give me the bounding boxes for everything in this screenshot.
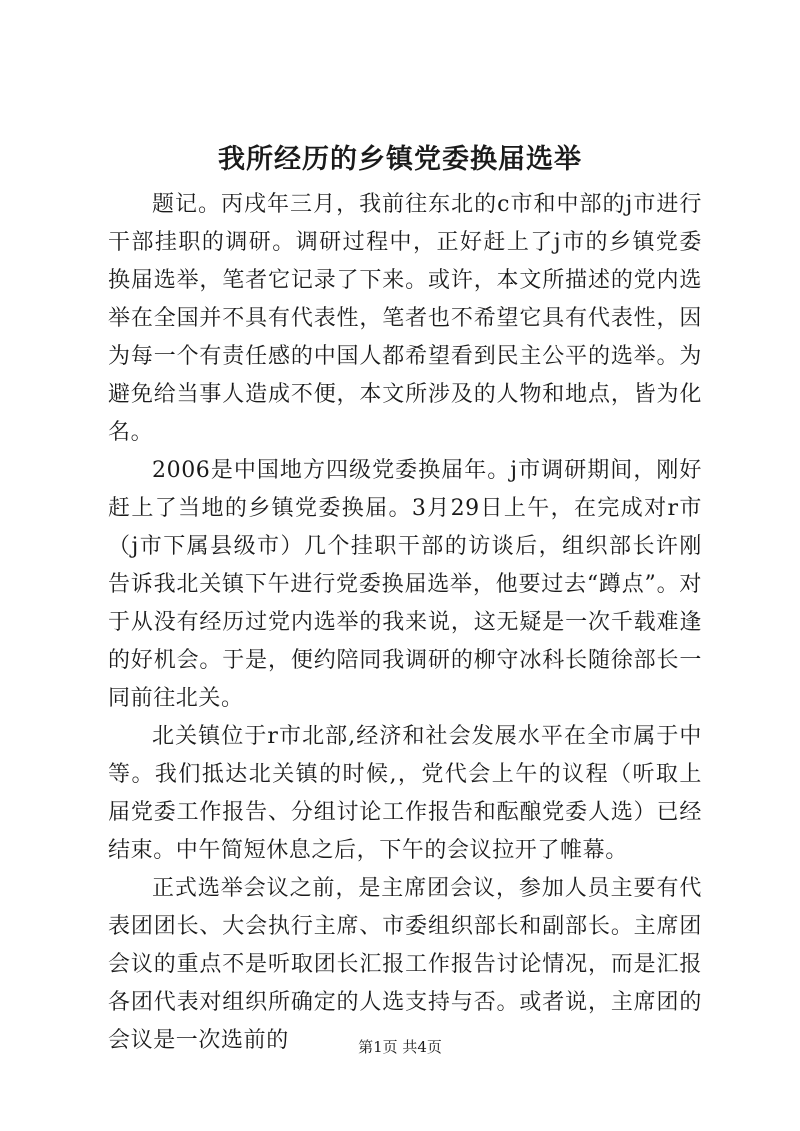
paragraph: 北关镇位于r市北部,经济和社会发展水平在全市属于中等。我们抵达北关镇的时候,，党代会上午的议程（听取上届党委工作报告、分组讨论工作报告和酝酿党委人选）已经结束。中午简短休息之后，下午的会议拉开了帷幕。: [108, 724, 702, 863]
document-title: 我所经历的乡镇党委换届选举: [218, 144, 582, 175]
paragraph: 正式选举会议之前，是主席团会议，参加人员主要有代表团团长、大会执行主席、市委组织部长和副部长。主席团会议的重点不是听取团长汇报工作报告讨论情况，而是汇报各团代表对组织所确定的人选支持与否。或者说，主席团的会议是一次选前的: [108, 876, 702, 1053]
paragraph: 题记。丙戌年三月，我前往东北的c市和中部的j市进行干部挂职的调研。调研过程中，正好赶上了j市的乡镇党委换届选举，笔者它记录了下来。或许，本文所描述的党内选举在全国并不具有代表性，笔者也不希望它具有代表性，因为每一个有责任感的中国人都希望看到民主公平的选举。为避免给当事人造成不便，本文所涉及的人物和地点，皆为化名。: [108, 192, 702, 445]
paragraph: 2006是中国地方四级党委换届年。j市调研期间，刚好赶上了当地的乡镇党委换届。3月29日上午，在完成对r市（j市下属县级市）几个挂职干部的访谈后，组织部长许刚告诉我北关镇下午进行党委换届选举，他要过去“蹲点”。对于从没有经历过党内选举的我来说，这无疑是一次千载难逢的好机会。于是，便约陪同我调研的柳守冰科长随徐部长一同前往北关。: [108, 458, 702, 711]
document-body: [108, 186, 702, 1060]
page-number: 第1页 共4页: [358, 1038, 442, 1056]
